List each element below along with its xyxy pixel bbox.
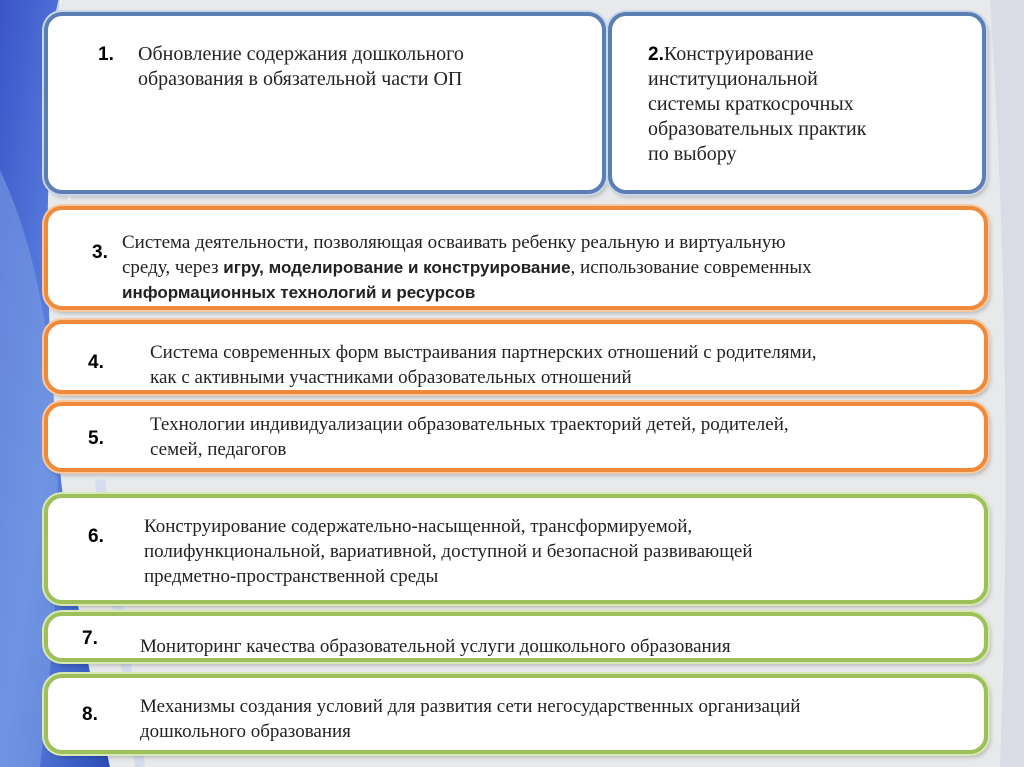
item-text-2: 2.Конструирование институциональной системы краткосрочных образовательных практик по выбору — [648, 43, 867, 165]
item-text-6: Конструирование содержательно-насыщенной, трансформируемой, полифункциональной, вариативной, доступной и безопасной развивающей предметно-пространственной среды — [144, 516, 753, 587]
item-number-1: 1. — [98, 44, 114, 65]
item-text-7: Мониторинг качества образовательной услуги дошкольного образования — [140, 636, 731, 657]
item-number-3: 3. — [92, 242, 108, 263]
item-text-4: Система современных форм выстраивания партнерских отношений с родителями, как с активными участниками образовательных отношений — [150, 342, 817, 388]
item-text-5: Технологии индивидуализации образовательных траекторий детей, родителей, семей, педагогов — [150, 414, 789, 460]
item-number-7: 7. — [82, 628, 98, 649]
item-text-3: Система деятельности, позволяющая осваивать ребенку реальную и виртуальную среду, через игру, моделирование и конструирование, использование современных информационных технологий и ресурсов — [122, 232, 812, 302]
item-card-7 — [44, 612, 988, 662]
item-number-6: 6. — [88, 526, 104, 547]
item-number-4: 4. — [88, 352, 104, 373]
item-card-1 — [44, 12, 606, 194]
item-card-4 — [44, 320, 988, 394]
item-card-6 — [44, 494, 988, 604]
item-card-8 — [44, 674, 988, 754]
item-number-5: 5. — [88, 428, 104, 449]
item-text-8: Механизмы создания условий для развития сети негосударственных организаций дошкольного образования — [140, 696, 801, 742]
item-card-5 — [44, 402, 988, 472]
item-card-2 — [608, 12, 986, 194]
item-number-8: 8. — [82, 704, 98, 725]
item-number-2: 2. — [648, 44, 664, 65]
item-card-3 — [44, 206, 988, 310]
item-text-1: Обновление содержания дошкольного образования в обязательной части ОП — [138, 43, 464, 90]
